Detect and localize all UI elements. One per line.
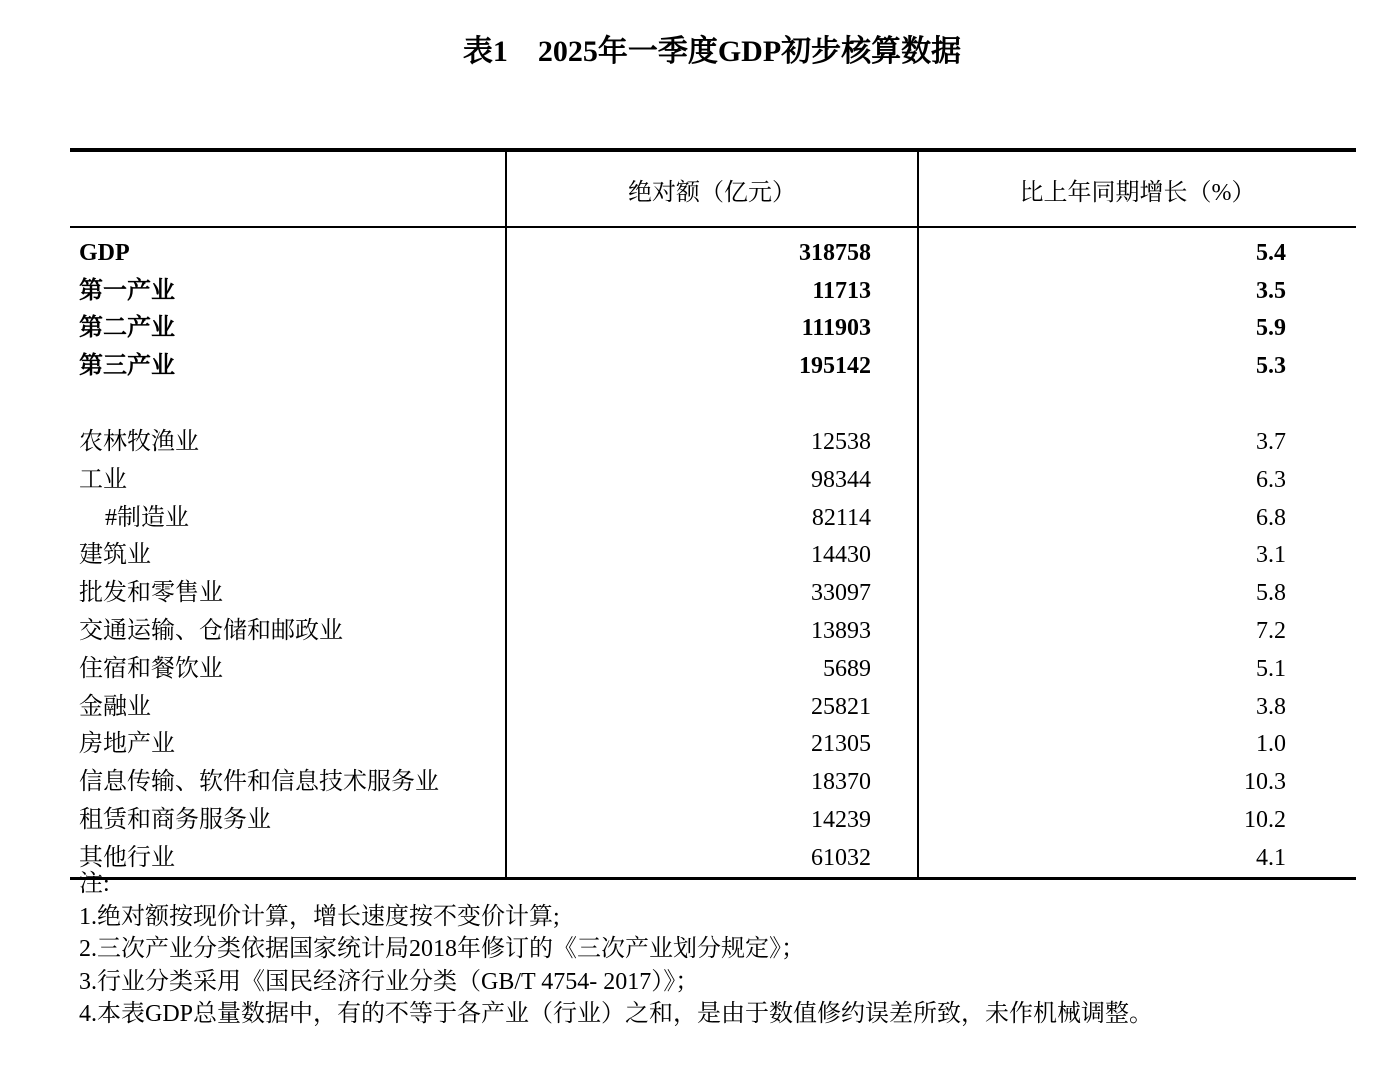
row-name: 批发和零售业	[79, 580, 223, 607]
row-growth: 10.2	[918, 801, 1356, 839]
row-value: 18370	[506, 763, 918, 801]
row-value: 33097	[506, 574, 918, 612]
row-name: 住宿和餐饮业	[79, 655, 223, 682]
row-growth: 3.1	[918, 537, 1356, 575]
spacer-row	[70, 385, 1356, 423]
row-growth: 6.8	[918, 499, 1356, 537]
row-growth: 3.8	[918, 688, 1356, 726]
row-name: 第三产业	[79, 353, 175, 380]
row-growth: 7.2	[918, 612, 1356, 650]
row-value: 13893	[506, 612, 918, 650]
header-absolute-value: 绝对额（亿元）	[506, 150, 918, 227]
note-item: 4.本表GDP总量数据中，有的不等于各产业（行业）之和，是由于数值修约误差所致，未作机械调整。	[79, 1001, 1154, 1027]
row-value: 21305	[506, 726, 918, 764]
table-row	[70, 310, 1356, 348]
table-row	[70, 650, 1356, 688]
table-row	[70, 801, 1356, 839]
row-name: 工业	[79, 466, 127, 493]
row-growth: 5.8	[918, 574, 1356, 612]
row-name: 建筑业	[79, 542, 151, 569]
table-row	[70, 423, 1356, 461]
row-growth: 5.9	[918, 310, 1356, 348]
row-value: 195142	[506, 347, 918, 385]
row-growth: 3.5	[918, 272, 1356, 310]
row-value: 98344	[506, 461, 918, 499]
note-item: 2.三次产业分类依据国家统计局2018年修订的《三次产业划分规定》；	[79, 936, 805, 962]
row-value: 111903	[506, 310, 918, 348]
row-name: #制造业	[105, 504, 189, 531]
table-header-row	[70, 150, 1356, 227]
row-value: 318758	[506, 227, 918, 272]
row-value: 61032	[506, 839, 918, 878]
table-notes	[79, 868, 1153, 1031]
row-name: 农林牧渔业	[79, 429, 199, 456]
row-value: 25821	[506, 688, 918, 726]
row-growth: 5.3	[918, 347, 1356, 385]
row-growth: 6.3	[918, 461, 1356, 499]
row-name: GDP	[79, 239, 130, 266]
note-item: 1.绝对额按现价计算，增长速度按不变价计算;	[79, 903, 560, 930]
row-name: 第一产业	[79, 277, 175, 304]
row-name: 交通运输、仓储和邮政业	[79, 618, 343, 645]
table-row	[70, 227, 1356, 272]
table-row	[70, 726, 1356, 764]
row-name: 房地产业	[79, 731, 175, 758]
row-value: 12538	[506, 423, 918, 461]
row-growth: 1.0	[918, 726, 1356, 764]
table-row	[70, 574, 1356, 612]
header-growth-rate: 比上年同期增长（%）	[918, 150, 1356, 227]
table-row	[70, 537, 1356, 575]
page-title: 表1 2025年一季度GDP初步核算数据	[462, 35, 962, 68]
row-name: 租赁和商务服务业	[79, 807, 271, 834]
table-row	[70, 499, 1356, 537]
table-row	[70, 763, 1356, 801]
notes-label: 注:	[79, 871, 110, 897]
table-row	[70, 612, 1356, 650]
row-name: 金融业	[79, 693, 151, 720]
row-value: 5689	[506, 650, 918, 688]
row-name: 其他行业	[70, 839, 506, 878]
row-growth: 5.1	[918, 650, 1356, 688]
row-growth: 10.3	[918, 763, 1356, 801]
table-row	[70, 272, 1356, 310]
table-row	[70, 461, 1356, 499]
note-item: 3.行业分类采用《国民经济行业分类（GB/T 4754- 2017）》；	[79, 968, 700, 995]
row-growth: 3.7	[918, 423, 1356, 461]
header-blank	[70, 150, 506, 227]
row-growth: 4.1	[918, 839, 1356, 878]
row-value: 14239	[506, 801, 918, 839]
row-value: 14430	[506, 537, 918, 575]
row-name: 第二产业	[79, 315, 175, 342]
row-growth: 5.4	[918, 227, 1356, 272]
table-row	[70, 347, 1356, 385]
table-row	[70, 688, 1356, 726]
row-name: 信息传输、软件和信息技术服务业	[79, 769, 439, 796]
row-value: 11713	[506, 272, 918, 310]
row-value: 82114	[506, 499, 918, 537]
gdp-table	[70, 148, 1356, 880]
